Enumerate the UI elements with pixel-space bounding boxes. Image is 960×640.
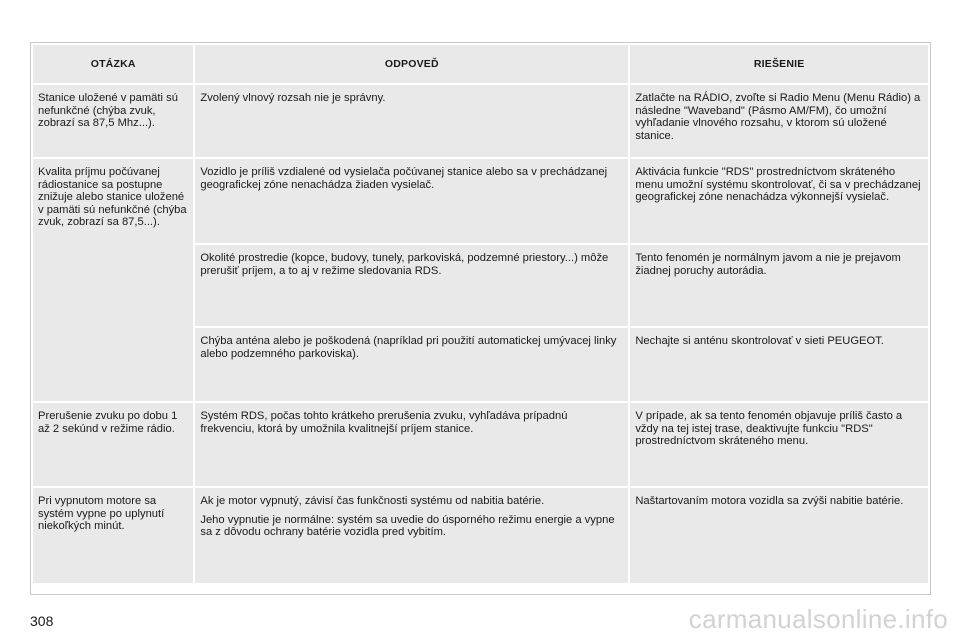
- answer-text: Systém RDS, počas tohto krátkeho prerušenia zvuku, vyhľadáva prípadnú frekvenciu, ktorá by umožnila kvalitnejší príjem stanice.: [200, 410, 568, 435]
- table-row: [33, 85, 928, 157]
- question-cell: Pri vypnutom motore sa systém vypne po uplynutí niekoľkých minút.: [33, 488, 193, 583]
- table-row: [33, 403, 928, 486]
- solution-cell: Zatlačte na RÁDIO, zvoľte si Radio Menu (Menu Rádio) a následne "Waveband" (Pásmo AM/FM), čo umožní vyhľadanie vlnového rozsahu, v ktorom sú uložené stanice.: [630, 85, 928, 157]
- page-number: 308: [30, 613, 54, 629]
- answer-text: Chýba anténa alebo je poškodená (napríklad pri použití automatickej umývacej linky alebo podzemného parkoviska).: [200, 335, 617, 360]
- watermark: carmanualsonline.info: [688, 604, 948, 634]
- answer-cell: [195, 159, 628, 243]
- table-row: [33, 159, 928, 243]
- answer-text: Ak je motor vypnutý, závisí čas funkčnosti systému od nabitia batérie.: [200, 495, 545, 507]
- solution-cell: V prípade, ak sa tento fenomén objavuje príliš často a vždy na tej istej trase, deaktivujte funkciu "RDS" prostredníctvom skráteného menu.: [630, 403, 928, 486]
- answer-text: Jeho vypnutie je normálne: systém sa uvedie do úsporného režimu energie a vypne sa z dôvodu ochrany batérie vozidla pred vybitím.: [200, 513, 615, 539]
- answer-cell: [195, 328, 628, 401]
- answer-text: Vozidlo je príliš vzdialené od vysielača počúvanej stanice alebo sa v prechádzanej geografickej zóne nenachádza žiaden vysielač.: [200, 166, 608, 191]
- troubleshooting-table: [31, 43, 930, 585]
- table-header-row: [33, 45, 928, 83]
- answer-cell: [195, 85, 628, 157]
- header-question: OTÁZKA: [33, 45, 193, 83]
- answer-text: Zvolený vlnový rozsah nie je správny.: [200, 92, 386, 104]
- solution-cell: Naštartovaním motora vozidla sa zvýši nabitie batérie.: [630, 488, 928, 583]
- answer-cell: [195, 488, 628, 583]
- table-row: [33, 488, 928, 583]
- solution-cell: Aktivácia funkcie "RDS" prostredníctvom skráteného menu umožní systému skontrolovať, či sa v prechádzanej geografickej zóne nenachádza výkonnejší vysielač.: [630, 159, 928, 243]
- question-cell: Kvalita príjmu počúvanej rádiostanice sa postupne znižuje alebo stanice uložené v pamäti sú nefunkčné (chýba zvuk, zobrazí sa 87,5...).: [33, 159, 193, 401]
- header-solution: RIEŠENIE: [630, 45, 928, 83]
- question-cell: Prerušenie zvuku po dobu 1 až 2 sekúnd v režime rádio.: [33, 403, 193, 486]
- header-answer: ODPOVEĎ: [195, 45, 628, 83]
- answer-text: Okolité prostredie (kopce, budovy, tunely, parkoviská, podzemné priestory...) môže prerušiť príjem, a to aj v režime sledovania RDS.: [200, 252, 609, 277]
- answer-cell: [195, 245, 628, 326]
- question-cell: Stanice uložené v pamäti sú nefunkčné (chýba zvuk, zobrazí sa 87,5 Mhz...).: [33, 85, 193, 157]
- answer-cell: [195, 403, 628, 486]
- solution-cell: Nechajte si anténu skontrolovať v sieti PEUGEOT.: [630, 328, 928, 401]
- solution-cell: Tento fenomén je normálnym javom a nie je prejavom žiadnej poruchy autorádia.: [630, 245, 928, 326]
